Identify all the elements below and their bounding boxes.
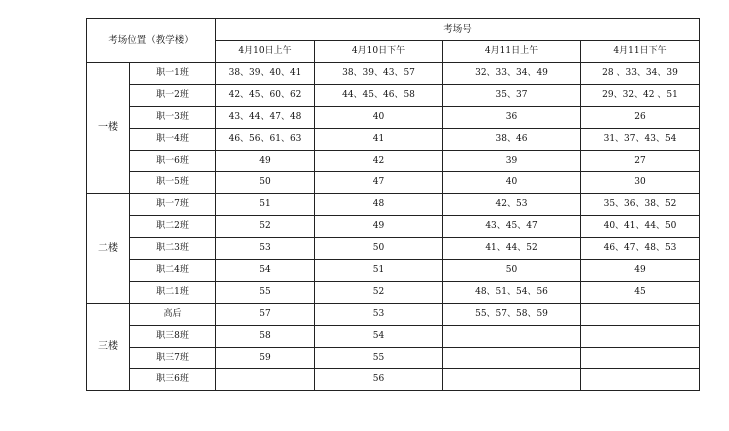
room-cell: 50 [216,172,315,194]
room-cell [581,347,700,369]
session-header: 4月10日下午 [315,41,443,63]
room-cell: 38、39、43、57 [315,63,443,85]
room-cell [581,303,700,325]
table-row [87,63,700,85]
room-cell [443,369,581,391]
room-cell: 51 [315,260,443,282]
exam-room-sheet [86,18,700,391]
room-cell: 48 [315,194,443,216]
class-name: 职一4班 [130,128,216,150]
room-cell: 36 [443,106,581,128]
table-row [87,106,700,128]
room-cell: 55 [216,281,315,303]
room-cell: 46、56、61、63 [216,128,315,150]
room-cell: 56 [315,369,443,391]
session-header: 4月10日上午 [216,41,315,63]
room-cell: 45 [581,281,700,303]
room-cell: 46、47、48、53 [581,238,700,260]
room-cell: 50 [443,260,581,282]
room-cell: 29、32、42 、51 [581,84,700,106]
room-cell: 26 [581,106,700,128]
room-cell: 43、44、47、48 [216,106,315,128]
room-cell: 32、33、34、49 [443,63,581,85]
room-cell: 42 [315,150,443,172]
table-row [87,347,700,369]
table-row [87,194,700,216]
table-row [87,260,700,282]
room-cell: 59 [216,347,315,369]
table-row [87,216,700,238]
class-name: 职一5班 [130,172,216,194]
room-cell: 44、45、46、58 [315,84,443,106]
table-row [87,150,700,172]
room-cell [581,369,700,391]
room-cell: 27 [581,150,700,172]
class-name: 职二4班 [130,260,216,282]
room-cell: 41 [315,128,443,150]
room-cell: 31、37、43、54 [581,128,700,150]
room-cell: 43、45、47 [443,216,581,238]
floor-label: 一楼 [87,63,130,194]
room-cell: 35、36、38、52 [581,194,700,216]
room-cell: 57 [216,303,315,325]
room-cell: 53 [315,303,443,325]
room-number-header: 考场号 [216,19,700,41]
room-cell: 52 [315,281,443,303]
room-cell: 40、41、44、50 [581,216,700,238]
class-name: 职三6班 [130,369,216,391]
class-name: 职三8班 [130,325,216,347]
room-cell: 55、57、58、59 [443,303,581,325]
room-cell: 41、44、52 [443,238,581,260]
room-cell: 47 [315,172,443,194]
room-cell: 55 [315,347,443,369]
room-cell: 52 [216,216,315,238]
session-header: 4月11日上午 [443,41,581,63]
table-row [87,128,700,150]
class-name: 职一6班 [130,150,216,172]
room-cell: 53 [216,238,315,260]
room-cell: 38、39、40、41 [216,63,315,85]
room-cell: 38、46 [443,128,581,150]
room-cell [443,325,581,347]
class-name: 高后 [130,303,216,325]
table-row [87,281,700,303]
table-row [87,238,700,260]
room-cell: 30 [581,172,700,194]
room-cell [216,369,315,391]
table-row [87,172,700,194]
room-cell [581,325,700,347]
room-cell: 42、45、60、62 [216,84,315,106]
room-cell: 40 [443,172,581,194]
room-cell: 28 、33、34、39 [581,63,700,85]
room-cell: 48、51、54、56 [443,281,581,303]
room-cell: 39 [443,150,581,172]
class-name: 职一7班 [130,194,216,216]
room-cell: 49 [216,150,315,172]
room-cell: 49 [315,216,443,238]
table-row [87,369,700,391]
location-header: 考场位置（教学楼） [87,19,216,63]
table-row [87,84,700,106]
header-row [87,19,700,41]
room-cell: 35、37 [443,84,581,106]
floor-label: 三楼 [87,303,130,391]
class-name: 职一1班 [130,63,216,85]
class-name: 职二2班 [130,216,216,238]
table-row [87,303,700,325]
exam-room-table [86,18,700,391]
room-cell: 50 [315,238,443,260]
room-cell: 51 [216,194,315,216]
table-row [87,325,700,347]
class-name: 职二3班 [130,238,216,260]
room-cell [443,347,581,369]
class-name: 职三7班 [130,347,216,369]
room-cell: 49 [581,260,700,282]
session-header: 4月11日下午 [581,41,700,63]
class-name: 职一2班 [130,84,216,106]
class-name: 职一3班 [130,106,216,128]
room-cell: 42、53 [443,194,581,216]
room-cell: 54 [216,260,315,282]
class-name: 职二1班 [130,281,216,303]
room-cell: 54 [315,325,443,347]
floor-label: 二楼 [87,194,130,303]
room-cell: 40 [315,106,443,128]
room-cell: 58 [216,325,315,347]
